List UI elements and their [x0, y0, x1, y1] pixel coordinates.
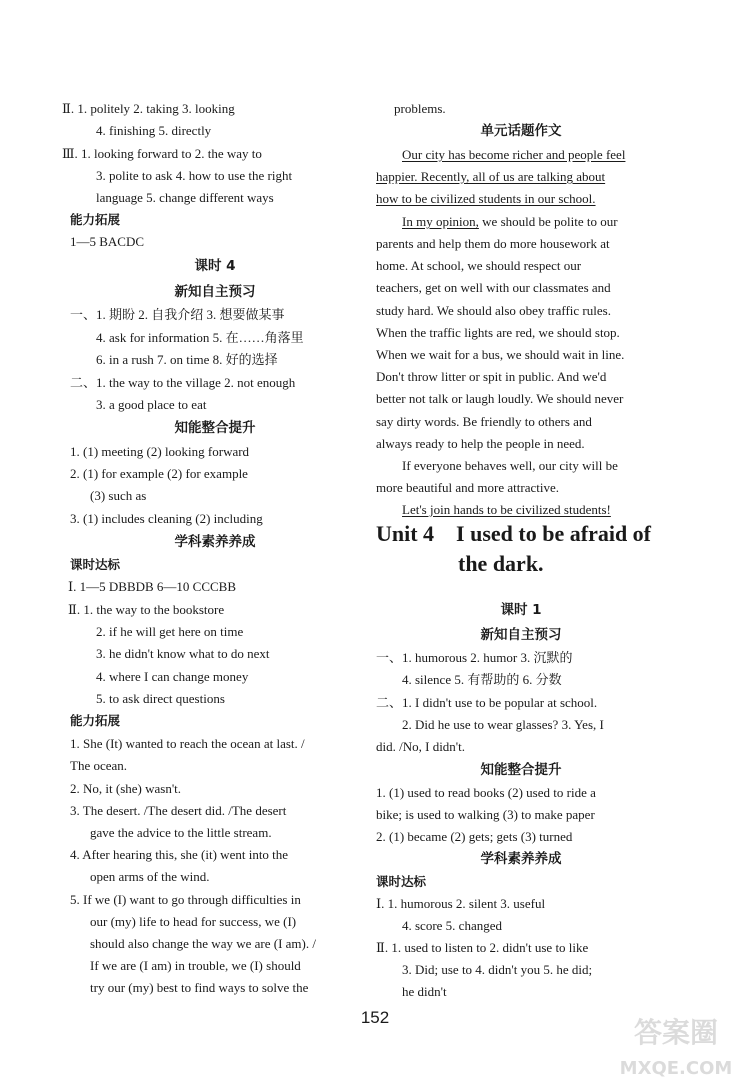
answer-line: 3. The desert. /The desert did. /The desert — [70, 803, 287, 818]
answer-line: language 5. change different ways — [96, 190, 274, 205]
answer-line: Ⅰ. 1. humorous 2. silent 3. useful — [376, 896, 546, 911]
answer-line: 一、1. humorous 2. humor 3. 沉默的 — [376, 650, 573, 665]
watermark-logo — [616, 1004, 736, 1084]
answer-line: 4. ask for information 5. 在……角落里 — [96, 330, 304, 345]
answer-line: bike; is used to walking (3) to make paper — [376, 807, 595, 822]
essay-phrase: we should be polite to our — [478, 214, 618, 229]
essay-line: parents and help them do more housework at — [376, 236, 610, 251]
essay-line: When the traffic lights are red, we should stop. — [376, 325, 620, 340]
section-heading: 学科素养养成 — [174, 534, 256, 550]
lesson-heading: 课时 4 — [194, 258, 236, 274]
essay-line-underlined: Our city has become richer and people feel — [402, 147, 626, 162]
answer-line: gave the advice to the little stream. — [90, 825, 272, 840]
answer-line: Ⅰ. 1—5 DBBDB 6—10 CCCBB — [68, 579, 237, 594]
unit-title: Unit 4 I used to be afraid of — [376, 521, 652, 546]
section-label: 能力拓展 — [70, 212, 121, 227]
answer-line: 3. a good place to eat — [96, 397, 207, 412]
section-heading: 新知自主预习 — [480, 627, 562, 643]
answer-line: 4. score 5. changed — [402, 918, 502, 933]
answer-line: 4. where I can change money — [96, 669, 249, 684]
answer-line: problems. — [394, 101, 446, 116]
essay-line: always ready to help the people in need. — [376, 436, 585, 451]
answer-line: 4. finishing 5. directly — [96, 123, 212, 138]
answer-line: 1. She (It) wanted to reach the ocean at last. / — [70, 736, 305, 751]
answer-line: (3) such as — [90, 488, 147, 503]
section-label: 课时达标 — [376, 874, 427, 889]
essay-line-underlined: Let's join hands to be civilized students! — [402, 502, 611, 517]
answer-line: 2. if he will get here on time — [96, 624, 244, 639]
answer-line: 1. (1) used to read books (2) used to ride a — [376, 785, 596, 800]
section-heading: 单元话题作文 — [480, 123, 562, 139]
answer-line: 5. to ask direct questions — [96, 691, 225, 706]
answer-line: he didn't — [402, 984, 447, 999]
answer-line: 3. (1) includes cleaning (2) including — [70, 511, 263, 526]
watermark-top-text: 答案圈 — [633, 1016, 719, 1049]
essay-line: study hard. We should also obey traffic rules. — [376, 303, 611, 318]
essay-line: If everyone behaves well, our city will be — [402, 458, 618, 473]
essay-line: better not talk or laugh loudly. We should never — [376, 391, 624, 406]
watermark-bottom-text: MXQE.COM — [619, 1058, 733, 1079]
section-heading: 学科素养养成 — [480, 851, 562, 867]
answer-line: 2. No, it (she) wasn't. — [70, 781, 182, 796]
answer-line: our (my) life to head for success, we (I) — [90, 914, 297, 929]
essay-phrase-underlined: In my opinion, — [402, 214, 479, 229]
answer-line: The ocean. — [70, 758, 128, 773]
answer-line: Ⅱ. 1. used to listen to 2. didn't use to like — [376, 940, 589, 955]
answer-line: 3. Did; use to 4. didn't you 5. he did; — [402, 962, 593, 977]
answer-line: 2. Did he use to wear glasses? 3. Yes, I — [402, 717, 604, 732]
lesson-heading: 课时 1 — [500, 602, 542, 618]
section-heading: 知能整合提升 — [480, 762, 562, 778]
answer-line: open arms of the wind. — [90, 869, 210, 884]
answer-line: 2. (1) for example (2) for example — [70, 466, 248, 481]
essay-line: more beautiful and more attractive. — [376, 480, 560, 495]
answer-line: 4. After hearing this, she (it) went into the — [70, 847, 289, 862]
answer-line: 二、1. I didn't use to be popular at school. — [376, 695, 598, 710]
answer-line: 3. polite to ask 4. how to use the right — [96, 168, 293, 183]
answer-line: try our (my) best to find ways to solve the — [90, 980, 309, 995]
essay-line: When we wait for a bus, we should wait in line. — [376, 347, 625, 362]
section-heading: 新知自主预习 — [174, 284, 256, 300]
answer-line: 3. he didn't know what to do next — [96, 646, 270, 661]
essay-line: teachers, get on well with our classmates and — [376, 280, 611, 295]
unit-title-continued: the dark. — [458, 551, 544, 576]
answer-line: If we are (I am) in trouble, we (I) should — [90, 958, 301, 973]
answer-line: Ⅲ. 1. looking forward to 2. the way to — [62, 146, 262, 161]
answer-line: 一、1. 期盼 2. 自我介绍 3. 想要做某事 — [70, 307, 285, 322]
answer-line: Ⅱ. 1. the way to the bookstore — [68, 602, 225, 617]
essay-line-underlined: how to be civilized students in our school. — [376, 191, 596, 206]
essay-line-underlined: happier. Recently, all of us are talking about — [376, 169, 606, 184]
answer-line: 5. If we (I) want to go through difficulties in — [70, 892, 301, 907]
essay-line: Don't throw litter or spit in public. And we'd — [376, 369, 607, 384]
answer-line: 6. in a rush 7. on time 8. 好的选择 — [96, 352, 278, 367]
essay-line: say dirty words. Be friendly to others and — [376, 414, 592, 429]
answer-line: 1—5 BACDC — [70, 234, 145, 249]
answer-line: 二、1. the way to the village 2. not enough — [70, 375, 296, 390]
essay-line: home. At school, we should respect our — [376, 258, 582, 273]
section-heading: 知能整合提升 — [174, 420, 256, 436]
section-label: 能力拓展 — [70, 713, 121, 728]
essay-line — [402, 213, 618, 231]
section-label: 课时达标 — [70, 557, 121, 572]
page-number: 152 — [360, 1008, 390, 1027]
answer-line: 4. silence 5. 有帮助的 6. 分数 — [402, 672, 562, 687]
answer-line: did. /No, I didn't. — [376, 739, 466, 754]
answer-line: Ⅱ. 1. politely 2. taking 3. looking — [62, 101, 235, 116]
answer-line: 2. (1) became (2) gets; gets (3) turned — [376, 829, 573, 844]
answer-line: 1. (1) meeting (2) looking forward — [70, 444, 250, 459]
answer-line: should also change the way we are (I am). / — [90, 936, 316, 951]
